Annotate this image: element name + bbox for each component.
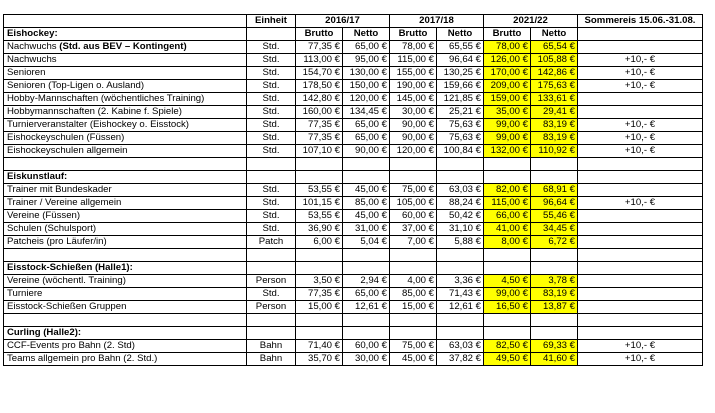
table-row [4, 132, 703, 145]
row-label-text: Vereine (Füssen) [7, 210, 81, 221]
sommereis-surcharge [578, 236, 703, 249]
row-label-note: (Std. aus BEV – Kontingent) [59, 41, 187, 52]
row-unit: Std. [247, 119, 296, 132]
section-header-row [4, 262, 703, 275]
empty-cell [531, 171, 578, 184]
empty-cell [437, 327, 484, 340]
sommereis-surcharge: +10,- € [578, 353, 703, 366]
brutto-1718-cell: 37,00 € [390, 223, 437, 236]
netto-1617-cell: 12,61 € [343, 301, 390, 314]
header-blank [4, 15, 247, 28]
row-label-text: CCF-Events pro Bahn (2. Std) [7, 340, 135, 351]
brutto-1718-cell: 90,00 € [390, 119, 437, 132]
table-row [4, 275, 703, 288]
netto-2122-cell: 55,46 € [531, 210, 578, 223]
row-label-text: Eishockeyschulen allgemein [7, 145, 128, 156]
row-unit: Std. [247, 54, 296, 67]
row-label [4, 80, 247, 93]
header-period-2021-22: 2021/22 [484, 15, 578, 28]
brutto-2122-cell: 8,00 € [484, 236, 531, 249]
row-label-text: Patcheis (pro Läufer/in) [7, 236, 107, 247]
netto-1718-cell: 88,24 € [437, 197, 484, 210]
brutto-1718-cell: 7,00 € [390, 236, 437, 249]
empty-cell [4, 314, 247, 327]
table-row [4, 67, 703, 80]
brutto-1718-cell: 105,00 € [390, 197, 437, 210]
section-header-row [4, 171, 703, 184]
brutto-1617-cell: 35,70 € [296, 353, 343, 366]
netto-1718-cell: 71,43 € [437, 288, 484, 301]
netto-1617-cell: 134,45 € [343, 106, 390, 119]
netto-1617-cell: 60,00 € [343, 340, 390, 353]
empty-cell [296, 158, 343, 171]
netto-1617-cell: 2,94 € [343, 275, 390, 288]
brutto-1617-cell: 53,55 € [296, 184, 343, 197]
empty-cell [4, 249, 247, 262]
row-label [4, 197, 247, 210]
netto-1617-cell: 65,00 € [343, 132, 390, 145]
netto-1617-cell: 90,00 € [343, 145, 390, 158]
netto-1617-cell: 120,00 € [343, 93, 390, 106]
empty-cell [578, 249, 703, 262]
netto-2122-cell: 133,61 € [531, 93, 578, 106]
header-brutto: Brutto [390, 28, 437, 41]
brutto-1617-cell: 154,70 € [296, 67, 343, 80]
sommereis-surcharge: +10,- € [578, 119, 703, 132]
netto-2122-cell: 29,41 € [531, 106, 578, 119]
brutto-2122-cell: 78,00 € [484, 41, 531, 54]
brutto-1718-cell: 90,00 € [390, 132, 437, 145]
brutto-1617-cell: 107,10 € [296, 145, 343, 158]
header-netto: Netto [437, 28, 484, 41]
brutto-1617-cell: 3,50 € [296, 275, 343, 288]
netto-1718-cell: 63,03 € [437, 184, 484, 197]
row-label [4, 340, 247, 353]
netto-1617-cell: 65,00 € [343, 119, 390, 132]
brutto-1718-cell: 145,00 € [390, 93, 437, 106]
sommereis-surcharge [578, 106, 703, 119]
brutto-1617-cell: 77,35 € [296, 119, 343, 132]
table-row [4, 236, 703, 249]
empty-cell [437, 314, 484, 327]
sommereis-surcharge: +10,- € [578, 132, 703, 145]
netto-1718-cell: 130,25 € [437, 67, 484, 80]
row-label-text: Nachwuchs [7, 41, 57, 52]
table-row [4, 340, 703, 353]
row-unit: Person [247, 301, 296, 314]
empty-cell [296, 262, 343, 275]
sommereis-surcharge [578, 288, 703, 301]
brutto-1718-cell: 190,00 € [390, 80, 437, 93]
row-unit: Std. [247, 288, 296, 301]
empty-cell [484, 158, 531, 171]
section-title: Eiskunstlauf: [4, 171, 247, 184]
brutto-1617-cell: 53,55 € [296, 210, 343, 223]
row-unit: Patch [247, 236, 296, 249]
section-title: Eisstock-Schießen (Halle1): [4, 262, 247, 275]
brutto-2122-cell: 159,00 € [484, 93, 531, 106]
brutto-2122-cell: 35,00 € [484, 106, 531, 119]
row-label-text: Eisstock-Schießen Gruppen [7, 301, 127, 312]
empty-cell [578, 262, 703, 275]
row-label-text: Schulen (Schulsport) [7, 223, 97, 234]
table-row [4, 80, 703, 93]
empty-cell [578, 171, 703, 184]
table-row [4, 119, 703, 132]
row-unit: Std. [247, 41, 296, 54]
sommereis-surcharge: +10,- € [578, 80, 703, 93]
netto-2122-cell: 96,64 € [531, 197, 578, 210]
header-row-periods [4, 15, 703, 28]
brutto-1718-cell: 75,00 € [390, 340, 437, 353]
brutto-1617-cell: 101,15 € [296, 197, 343, 210]
row-label-text: Senioren (Top-Ligen o. Ausland) [7, 80, 145, 91]
netto-2122-cell: 34,45 € [531, 223, 578, 236]
netto-2122-cell: 6,72 € [531, 236, 578, 249]
row-unit: Bahn [247, 340, 296, 353]
section-title: Eishockey: [4, 28, 247, 41]
brutto-2122-cell: 126,00 € [484, 54, 531, 67]
header-row-brutto-netto [4, 28, 703, 41]
empty-cell [578, 327, 703, 340]
brutto-1617-cell: 77,35 € [296, 41, 343, 54]
brutto-2122-cell: 115,00 € [484, 197, 531, 210]
row-label-text: Hobbymannschaften (2. Kabine f. Spiele) [7, 106, 182, 117]
header-brutto: Brutto [484, 28, 531, 41]
row-label-text: Hobby-Mannschaften (wöchentliches Training) [7, 93, 205, 104]
empty-cell [343, 249, 390, 262]
row-label-text: Eishockeyschulen (Füssen) [7, 132, 125, 143]
brutto-1617-cell: 77,35 € [296, 132, 343, 145]
sommereis-surcharge: +10,- € [578, 54, 703, 67]
row-label-text: Vereine (wöchentl. Training) [7, 275, 126, 286]
brutto-1617-cell: 77,35 € [296, 288, 343, 301]
sommereis-surcharge [578, 93, 703, 106]
row-label [4, 67, 247, 80]
brutto-1718-cell: 4,00 € [390, 275, 437, 288]
netto-2122-cell: 69,33 € [531, 340, 578, 353]
empty-cell [531, 314, 578, 327]
row-unit: Bahn [247, 353, 296, 366]
header-blank [578, 28, 703, 41]
row-label-text: Senioren [7, 67, 46, 78]
row-label [4, 93, 247, 106]
brutto-1718-cell: 30,00 € [390, 106, 437, 119]
netto-1617-cell: 5,04 € [343, 236, 390, 249]
brutto-1718-cell: 120,00 € [390, 145, 437, 158]
brutto-2122-cell: 132,00 € [484, 145, 531, 158]
empty-cell [247, 314, 296, 327]
row-label-text: Nachwuchs [7, 54, 57, 65]
empty-cell [390, 249, 437, 262]
sommereis-surcharge [578, 41, 703, 54]
netto-2122-cell: 105,88 € [531, 54, 578, 67]
table-row [4, 301, 703, 314]
empty-cell [390, 314, 437, 327]
empty-cell [390, 262, 437, 275]
header-netto: Netto [531, 28, 578, 41]
netto-2122-cell: 83,19 € [531, 132, 578, 145]
row-unit: Std. [247, 132, 296, 145]
row-unit: Std. [247, 106, 296, 119]
brutto-2122-cell: 99,00 € [484, 132, 531, 145]
table-row [4, 106, 703, 119]
table-row [4, 93, 703, 106]
netto-2122-cell: 142,86 € [531, 67, 578, 80]
netto-1718-cell: 31,10 € [437, 223, 484, 236]
netto-1617-cell: 130,00 € [343, 67, 390, 80]
empty-cell [247, 171, 296, 184]
row-label [4, 184, 247, 197]
row-label-text: Teams allgemein pro Bahn (2. Std.) [7, 353, 158, 364]
sommereis-surcharge [578, 275, 703, 288]
table-row [4, 145, 703, 158]
brutto-2122-cell: 170,00 € [484, 67, 531, 80]
header-sommereis: Sommereis 15.06.-31.08. [578, 15, 703, 28]
empty-cell [531, 158, 578, 171]
table-row [4, 41, 703, 54]
empty-cell [484, 327, 531, 340]
netto-1718-cell: 121,85 € [437, 93, 484, 106]
brutto-2122-cell: 99,00 € [484, 288, 531, 301]
netto-1617-cell: 65,00 € [343, 41, 390, 54]
empty-cell [437, 262, 484, 275]
netto-1718-cell: 37,82 € [437, 353, 484, 366]
netto-1718-cell: 25,21 € [437, 106, 484, 119]
header-unit: Einheit [247, 15, 296, 28]
empty-cell [390, 327, 437, 340]
empty-cell [296, 249, 343, 262]
sommereis-surcharge [578, 301, 703, 314]
empty-cell [247, 327, 296, 340]
row-label [4, 106, 247, 119]
row-label [4, 236, 247, 249]
spacer-row [4, 314, 703, 327]
brutto-1718-cell: 15,00 € [390, 301, 437, 314]
row-label [4, 301, 247, 314]
empty-cell [296, 314, 343, 327]
empty-cell [247, 262, 296, 275]
sommereis-surcharge [578, 210, 703, 223]
table-row [4, 353, 703, 366]
brutto-1718-cell: 115,00 € [390, 54, 437, 67]
row-label [4, 223, 247, 236]
empty-cell [247, 249, 296, 262]
empty-cell [343, 327, 390, 340]
empty-cell [296, 171, 343, 184]
row-label-text: Turnierveranstalter (Eishockey o. Eisstock) [7, 119, 189, 130]
table-row [4, 288, 703, 301]
brutto-2122-cell: 41,00 € [484, 223, 531, 236]
empty-cell [484, 314, 531, 327]
brutto-2122-cell: 99,00 € [484, 119, 531, 132]
sommereis-surcharge: +10,- € [578, 145, 703, 158]
header-brutto: Brutto [296, 28, 343, 41]
sommereis-surcharge: +10,- € [578, 197, 703, 210]
row-unit: Std. [247, 197, 296, 210]
brutto-1718-cell: 60,00 € [390, 210, 437, 223]
netto-1718-cell: 159,66 € [437, 80, 484, 93]
netto-1718-cell: 100,84 € [437, 145, 484, 158]
empty-cell [390, 158, 437, 171]
empty-cell [578, 314, 703, 327]
sommereis-surcharge [578, 223, 703, 236]
empty-cell [343, 314, 390, 327]
netto-1718-cell: 3,36 € [437, 275, 484, 288]
row-unit: Std. [247, 93, 296, 106]
brutto-1617-cell: 6,00 € [296, 236, 343, 249]
netto-1718-cell: 75,63 € [437, 119, 484, 132]
header-netto: Netto [343, 28, 390, 41]
brutto-1617-cell: 15,00 € [296, 301, 343, 314]
empty-cell [4, 158, 247, 171]
row-label [4, 353, 247, 366]
row-unit: Std. [247, 67, 296, 80]
netto-1617-cell: 85,00 € [343, 197, 390, 210]
netto-2122-cell: 110,92 € [531, 145, 578, 158]
netto-1718-cell: 5,88 € [437, 236, 484, 249]
netto-2122-cell: 68,91 € [531, 184, 578, 197]
spacer-row [4, 158, 703, 171]
brutto-1617-cell: 36,90 € [296, 223, 343, 236]
price-table [3, 14, 703, 366]
row-label [4, 119, 247, 132]
row-unit: Std. [247, 184, 296, 197]
netto-1617-cell: 95,00 € [343, 54, 390, 67]
netto-1617-cell: 45,00 € [343, 184, 390, 197]
brutto-2122-cell: 209,00 € [484, 80, 531, 93]
row-unit: Std. [247, 80, 296, 93]
empty-cell [484, 249, 531, 262]
netto-1617-cell: 65,00 € [343, 288, 390, 301]
table-row [4, 197, 703, 210]
empty-cell [437, 171, 484, 184]
brutto-2122-cell: 82,50 € [484, 340, 531, 353]
brutto-1617-cell: 142,80 € [296, 93, 343, 106]
brutto-1617-cell: 71,40 € [296, 340, 343, 353]
row-unit: Std. [247, 210, 296, 223]
netto-1718-cell: 65,55 € [437, 41, 484, 54]
row-label [4, 132, 247, 145]
brutto-1617-cell: 160,00 € [296, 106, 343, 119]
brutto-2122-cell: 4,50 € [484, 275, 531, 288]
netto-2122-cell: 83,19 € [531, 119, 578, 132]
table-row [4, 54, 703, 67]
netto-1718-cell: 75,63 € [437, 132, 484, 145]
row-label [4, 41, 247, 54]
empty-cell [296, 327, 343, 340]
sommereis-surcharge: +10,- € [578, 340, 703, 353]
brutto-1718-cell: 45,00 € [390, 353, 437, 366]
empty-cell [484, 262, 531, 275]
row-unit: Std. [247, 145, 296, 158]
brutto-2122-cell: 82,00 € [484, 184, 531, 197]
sommereis-surcharge: +10,- € [578, 67, 703, 80]
empty-cell [437, 249, 484, 262]
row-label [4, 210, 247, 223]
netto-2122-cell: 13,87 € [531, 301, 578, 314]
row-label-text: Turniere [7, 288, 43, 299]
netto-2122-cell: 3,78 € [531, 275, 578, 288]
netto-2122-cell: 65,54 € [531, 41, 578, 54]
brutto-2122-cell: 16,50 € [484, 301, 531, 314]
empty-cell [531, 249, 578, 262]
table-row [4, 223, 703, 236]
netto-1718-cell: 12,61 € [437, 301, 484, 314]
section-header-row [4, 327, 703, 340]
netto-1718-cell: 63,03 € [437, 340, 484, 353]
table-row [4, 210, 703, 223]
empty-cell [343, 171, 390, 184]
row-label [4, 54, 247, 67]
empty-cell [343, 158, 390, 171]
row-label-text: Trainer mit Bundeskader [7, 184, 112, 195]
brutto-1617-cell: 178,50 € [296, 80, 343, 93]
row-unit: Person [247, 275, 296, 288]
netto-2122-cell: 41,60 € [531, 353, 578, 366]
brutto-1718-cell: 78,00 € [390, 41, 437, 54]
empty-cell [390, 171, 437, 184]
empty-cell [531, 327, 578, 340]
header-period-2017-18: 2017/18 [390, 15, 484, 28]
empty-cell [484, 171, 531, 184]
netto-1718-cell: 50,42 € [437, 210, 484, 223]
brutto-1718-cell: 75,00 € [390, 184, 437, 197]
sommereis-surcharge [578, 184, 703, 197]
brutto-1617-cell: 113,00 € [296, 54, 343, 67]
row-label [4, 275, 247, 288]
empty-cell [247, 158, 296, 171]
brutto-1718-cell: 85,00 € [390, 288, 437, 301]
spacer-row [4, 249, 703, 262]
netto-1617-cell: 31,00 € [343, 223, 390, 236]
brutto-1718-cell: 155,00 € [390, 67, 437, 80]
empty-cell [578, 158, 703, 171]
brutto-2122-cell: 49,50 € [484, 353, 531, 366]
section-title: Curling (Halle2): [4, 327, 247, 340]
netto-1718-cell: 96,64 € [437, 54, 484, 67]
row-unit: Std. [247, 223, 296, 236]
row-label [4, 145, 247, 158]
netto-2122-cell: 175,63 € [531, 80, 578, 93]
row-label [4, 288, 247, 301]
netto-2122-cell: 83,19 € [531, 288, 578, 301]
table-row [4, 184, 703, 197]
empty-cell [531, 262, 578, 275]
row-label-text: Trainer / Vereine allgemein [7, 197, 122, 208]
netto-1617-cell: 45,00 € [343, 210, 390, 223]
header-blank [247, 28, 296, 41]
netto-1617-cell: 30,00 € [343, 353, 390, 366]
empty-cell [437, 158, 484, 171]
brutto-2122-cell: 66,00 € [484, 210, 531, 223]
empty-cell [343, 262, 390, 275]
header-period-2016-17: 2016/17 [296, 15, 390, 28]
netto-1617-cell: 150,00 € [343, 80, 390, 93]
